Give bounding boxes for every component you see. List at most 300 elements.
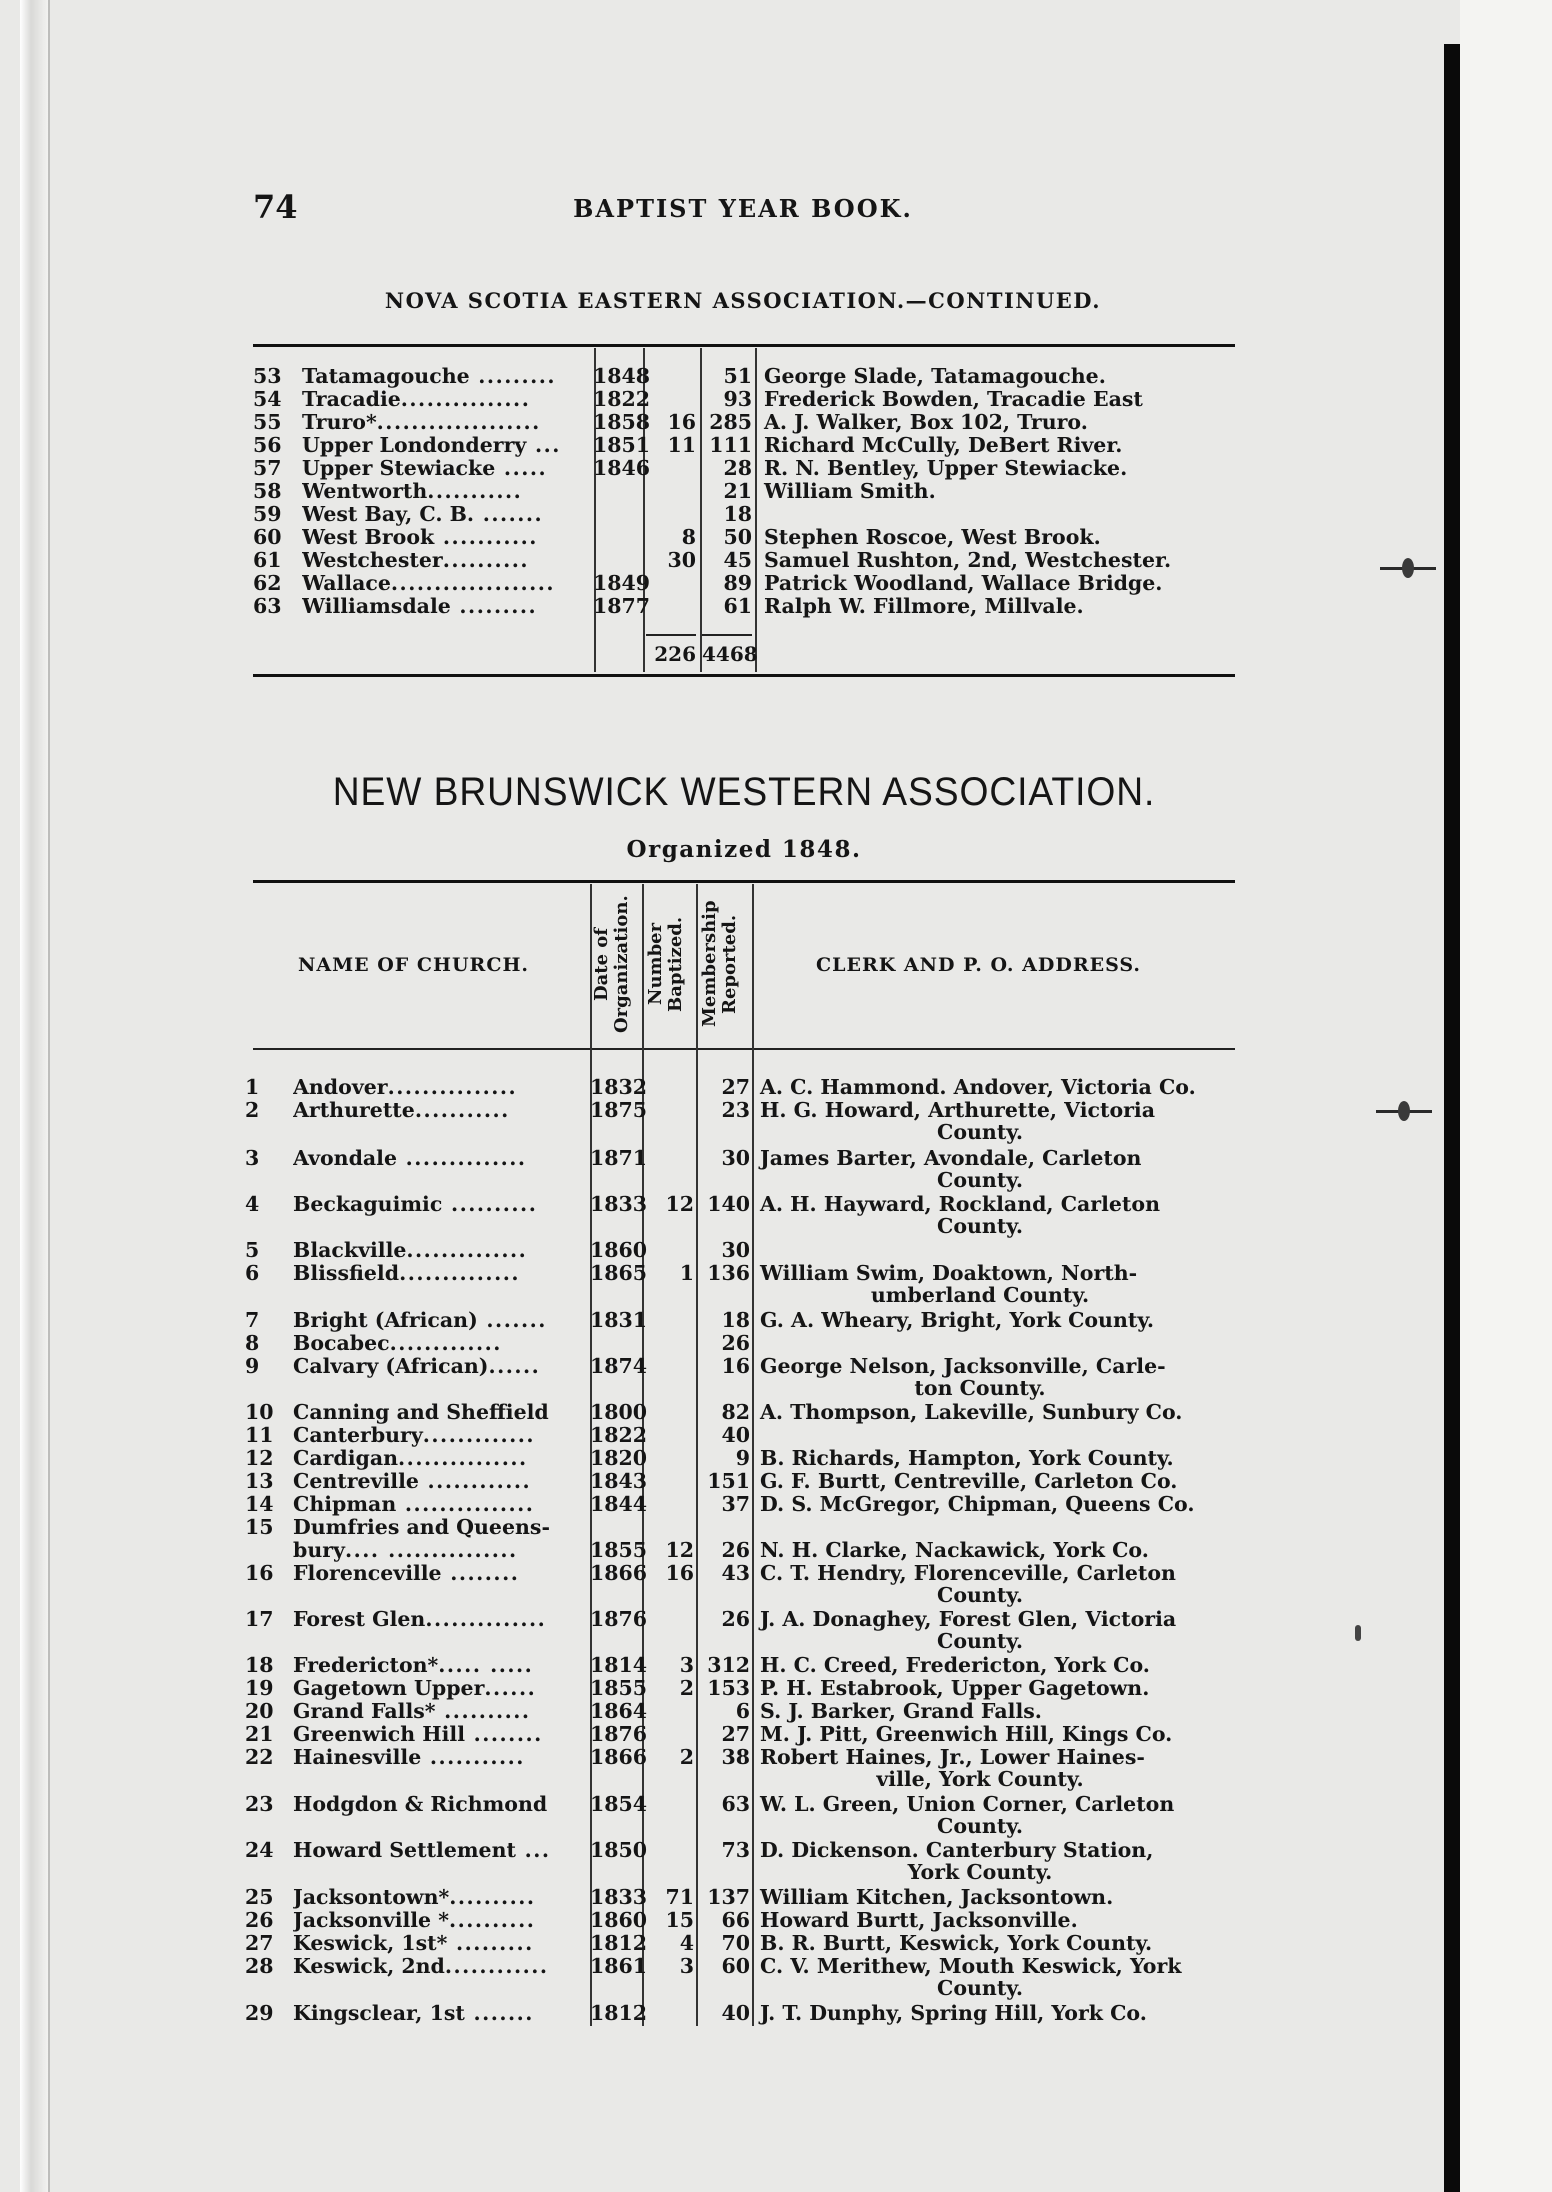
total-rule <box>702 634 752 636</box>
number-baptized: 16 <box>665 1561 694 1585</box>
church-name: Westchester.......... <box>302 548 530 572</box>
clerk-address: N. H. Clarke, Nackawick, York Co. <box>760 1538 1149 1562</box>
row-number: 1 <box>245 1075 260 1099</box>
row-number: 24 <box>245 1838 274 1862</box>
organization-date: 1843 <box>590 1469 648 1493</box>
church-name: Jacksonville *.......... <box>293 1908 536 1932</box>
leader-dots: ........ <box>465 1722 543 1746</box>
leader-dots: .......... <box>442 1192 538 1216</box>
table-row <box>0 1792 1444 1816</box>
clerk-address: Frederick Bowden, Tracadie East <box>764 387 1143 411</box>
church-name: Fredericton*..... ..... <box>293 1653 534 1677</box>
church-name: Keswick, 1st* ......... <box>293 1931 534 1955</box>
table-row-continuation <box>0 1283 1444 1307</box>
leader-dots: ........... <box>434 525 538 549</box>
number-baptized: 11 <box>667 433 696 457</box>
row-number: 21 <box>245 1722 274 1746</box>
organization-date: 1865 <box>590 1261 648 1285</box>
leader-dots: .......... <box>449 1885 536 1909</box>
leader-dots: ... <box>526 433 561 457</box>
church-name: Greenwich Hill ........ <box>293 1722 543 1746</box>
row-number: 16 <box>245 1561 274 1585</box>
number-baptized: 2 <box>679 1676 694 1700</box>
clerk-address: George Slade, Tatamagouche. <box>764 364 1106 388</box>
membership-reported: 18 <box>721 1308 750 1332</box>
clerk-address: W. L. Green, Union Corner, Carleton <box>760 1792 1175 1816</box>
table-row <box>0 364 1444 388</box>
church-name: Andover............... <box>293 1075 518 1099</box>
church-name: Wentworth........... <box>302 479 523 503</box>
church-name: Canning and Sheffield <box>293 1400 549 1424</box>
clerk-address-continued: ville, York County. <box>876 1767 1084 1791</box>
clerk-address: Patrick Woodland, Wallace Bridge. <box>764 571 1163 595</box>
church-name: Howard Settlement ... <box>293 1838 551 1862</box>
membership-reported: 26 <box>721 1538 750 1562</box>
leader-dots: ..... ..... <box>438 1653 534 1677</box>
leader-dots: ............ <box>418 1469 532 1493</box>
clerk-address-continued: County. <box>937 1168 1023 1192</box>
leader-dots: ............. <box>389 1331 502 1355</box>
clerk-address: S. J. Barker, Grand Falls. <box>760 1699 1042 1723</box>
membership-reported: 40 <box>721 1423 750 1447</box>
leader-dots: .......... <box>448 1908 536 1932</box>
number-baptized: 16 <box>667 410 696 434</box>
leader-dots: ............... <box>398 1446 528 1470</box>
membership-reported: 151 <box>707 1469 750 1493</box>
organization-date: 1871 <box>590 1146 648 1170</box>
organization-date: 1877 <box>593 594 651 618</box>
church-name: Bocabec............. <box>293 1331 502 1355</box>
table-row <box>0 1561 1444 1585</box>
leader-dots: ........ <box>441 1561 520 1585</box>
membership-reported: 153 <box>707 1676 750 1700</box>
clerk-address-continued: County. <box>937 1120 1023 1144</box>
leader-dots: ........... <box>427 479 523 503</box>
running-head <box>253 188 1233 228</box>
table-row-continuation <box>0 1376 1444 1400</box>
church-name: Forest Glen.............. <box>293 1607 547 1631</box>
table-row <box>0 548 1444 572</box>
church-name: Beckaguimic .......... <box>293 1192 538 1216</box>
row-number: 56 <box>253 433 282 457</box>
church-name: West Bay, C. B. ....... <box>302 502 544 526</box>
leader-dots: ................... <box>376 410 541 434</box>
church-name: Avondale .............. <box>293 1146 527 1170</box>
total-baptized: 226 <box>654 642 696 666</box>
church-name: Canterbury............. <box>293 1423 536 1447</box>
total-membership: 4468 <box>702 642 758 666</box>
table-row <box>0 1908 1444 1932</box>
number-baptized: 4 <box>679 1931 694 1955</box>
membership-reported: 40 <box>721 2001 750 2025</box>
clerk-address: B. Richards, Hampton, York County. <box>760 1446 1174 1470</box>
church-name: Williamsdale ......... <box>302 594 538 618</box>
organization-date: 1849 <box>593 571 651 595</box>
clerk-address-continued: ton County. <box>914 1376 1046 1400</box>
number-baptized: 71 <box>665 1885 694 1909</box>
row-number: 62 <box>253 571 282 595</box>
church-name: Chipman ............... <box>293 1492 535 1516</box>
book-spine <box>1444 44 1460 2192</box>
membership-reported: 93 <box>723 387 752 411</box>
organization-date: 1848 <box>593 364 651 388</box>
col-baptized-header: Number Baptized. <box>645 916 686 1012</box>
row-number: 29 <box>245 2001 274 2025</box>
church-name: Blackville.............. <box>293 1238 528 1262</box>
row-number: 9 <box>245 1354 260 1378</box>
table-row <box>0 1075 1444 1099</box>
row-number: 14 <box>245 1492 274 1516</box>
organization-date: 1832 <box>590 1075 648 1099</box>
clerk-address: G. F. Burtt, Centreville, Carleton Co. <box>760 1469 1178 1493</box>
clerk-address: B. R. Burtt, Keswick, York County. <box>760 1931 1153 1955</box>
organization-date: 1831 <box>590 1308 648 1332</box>
row-number: 12 <box>245 1446 274 1470</box>
church-name: West Brook ........... <box>302 525 538 549</box>
clerk-address: R. N. Bentley, Upper Stewiacke. <box>764 456 1128 480</box>
organization-date: 1855 <box>590 1538 648 1562</box>
number-baptized: 30 <box>667 548 696 572</box>
church-name: Tatamagouche ......... <box>302 364 557 388</box>
leader-dots: ......... <box>447 1931 534 1955</box>
organization-date: 1850 <box>590 1838 648 1862</box>
table-row <box>0 571 1444 595</box>
row-number: 63 <box>253 594 282 618</box>
church-name: Grand Falls* .......... <box>293 1699 531 1723</box>
clerk-address: A. J. Walker, Box 102, Truro. <box>764 410 1088 434</box>
table-row-continuation <box>0 1120 1444 1144</box>
table-row <box>0 1699 1444 1723</box>
table-row <box>0 1538 1444 1562</box>
organization-date: 1851 <box>593 433 651 457</box>
membership-reported: 23 <box>721 1098 750 1122</box>
membership-reported: 45 <box>723 548 752 572</box>
leader-dots: .............. <box>399 1261 520 1285</box>
clerk-address: G. A. Wheary, Bright, York County. <box>760 1308 1155 1332</box>
clerk-address-continued: County. <box>937 1214 1023 1238</box>
leader-dots: ....... <box>474 502 544 526</box>
number-baptized: 8 <box>681 525 696 549</box>
clerk-address-continued: York County. <box>907 1860 1053 1884</box>
table-row <box>0 433 1444 457</box>
church-name: Dumfries and Queens- <box>293 1515 550 1539</box>
row-number: 2 <box>245 1098 260 1122</box>
table-row <box>0 1238 1444 1262</box>
right-margin <box>1460 0 1552 2192</box>
organization-date: 1866 <box>590 1745 648 1769</box>
section-heading: NOVA SCOTIA EASTERN ASSOCIATION.—CONTINUED. <box>384 288 1102 313</box>
organization-date: 1876 <box>590 1607 648 1631</box>
membership-reported: 137 <box>707 1885 750 1909</box>
membership-reported: 6 <box>735 1699 750 1723</box>
church-name: Blissfield.............. <box>293 1261 520 1285</box>
membership-reported: 61 <box>723 594 752 618</box>
church-name: Hainesville ........... <box>293 1745 525 1769</box>
row-number: 23 <box>245 1792 274 1816</box>
church-name: Tracadie............... <box>302 387 531 411</box>
clerk-address: D. S. McGregor, Chipman, Queens Co. <box>760 1492 1195 1516</box>
organization-date: 1854 <box>590 1792 648 1816</box>
table-row-continuation <box>0 1767 1444 1791</box>
leader-dots: .............. <box>425 1607 547 1631</box>
row-number: 54 <box>253 387 282 411</box>
row-number: 27 <box>245 1931 274 1955</box>
table-row <box>0 1838 1444 1862</box>
clerk-address: Richard McCully, DeBert River. <box>764 433 1123 457</box>
clerk-address: James Barter, Avondale, Carleton <box>760 1146 1142 1170</box>
membership-reported: 21 <box>723 479 752 503</box>
clerk-address: George Nelson, Jacksonville, Carle- <box>760 1354 1166 1378</box>
membership-reported: 27 <box>721 1075 750 1099</box>
total-rule <box>646 634 696 636</box>
membership-reported: 26 <box>721 1331 750 1355</box>
row-number: 4 <box>245 1192 260 1216</box>
row-number: 18 <box>245 1653 274 1677</box>
clerk-address-continued: County. <box>937 1583 1023 1607</box>
organization-date: 1833 <box>590 1885 648 1909</box>
organization-date: 1866 <box>590 1561 648 1585</box>
col-membership-header: Membership Reported. <box>699 900 740 1028</box>
leader-dots: ....... <box>477 1308 547 1332</box>
number-baptized: 1 <box>679 1261 694 1285</box>
header-top-rule <box>253 880 1235 883</box>
table-row <box>0 1492 1444 1516</box>
membership-reported: 82 <box>721 1400 750 1424</box>
row-number: 28 <box>245 1954 274 1978</box>
clerk-address: Ralph W. Fillmore, Millvale. <box>764 594 1084 618</box>
organization-date: 1822 <box>593 387 651 411</box>
association-title: NEW BRUNSWICK WESTERN ASSOCIATION. <box>332 770 1156 814</box>
membership-reported: 312 <box>707 1653 750 1677</box>
membership-reported: 26 <box>721 1607 750 1631</box>
clerk-address: M. J. Pitt, Greenwich Hill, Kings Co. <box>760 1722 1173 1746</box>
table-row <box>0 1885 1444 1909</box>
church-name: Centreville ............ <box>293 1469 532 1493</box>
table-row-continuation <box>0 1583 1444 1607</box>
table-row <box>0 1515 1444 1539</box>
table-row <box>0 1745 1444 1769</box>
table-row-continuation <box>0 1976 1444 2000</box>
membership-reported: 70 <box>721 1931 750 1955</box>
clerk-address: P. H. Estabrook, Upper Gagetown. <box>760 1676 1150 1700</box>
col-name-header: NAME OF CHURCH. <box>298 954 530 976</box>
membership-reported: 136 <box>707 1261 750 1285</box>
book-title: BAPTIST YEAR BOOK. <box>573 194 913 223</box>
table-row <box>0 1954 1444 1978</box>
membership-reported: 30 <box>721 1238 750 1262</box>
membership-reported: 50 <box>723 525 752 549</box>
table-row <box>0 1192 1444 1216</box>
row-number: 13 <box>245 1469 274 1493</box>
row-number: 58 <box>253 479 282 503</box>
organization-date: 1876 <box>590 1722 648 1746</box>
membership-reported: 285 <box>709 410 752 434</box>
leader-dots: .............. <box>397 1146 527 1170</box>
organization-date: 1846 <box>593 456 651 480</box>
church-name: Gagetown Upper...... <box>293 1676 537 1700</box>
table-row <box>0 1400 1444 1424</box>
membership-reported: 73 <box>721 1838 750 1862</box>
organization-date: 1844 <box>590 1492 648 1516</box>
clerk-address: A. Thompson, Lakeville, Sunbury Co. <box>760 1400 1183 1424</box>
table-row-continuation <box>0 1860 1444 1884</box>
clerk-address-continued: County. <box>937 1629 1023 1653</box>
table-row <box>0 1931 1444 1955</box>
organization-date: 1855 <box>590 1676 648 1700</box>
table-row <box>0 1308 1444 1332</box>
clerk-address: H. G. Howard, Arthurette, Victoria <box>760 1098 1155 1122</box>
table-row <box>0 1446 1444 1470</box>
clerk-address: A. C. Hammond. Andover, Victoria Co. <box>760 1075 1196 1099</box>
clerk-address: D. Dickenson. Canterbury Station, <box>760 1838 1154 1862</box>
leader-dots: ............ <box>444 1954 549 1978</box>
clerk-address: J. T. Dunphy, Spring Hill, York Co. <box>760 2001 1147 2025</box>
membership-reported: 37 <box>721 1492 750 1516</box>
organization-date: 1812 <box>590 2001 648 2025</box>
organization-date: 1860 <box>590 1238 648 1262</box>
leader-dots: ......... <box>469 364 557 388</box>
number-baptized: 2 <box>679 1745 694 1769</box>
leader-dots: ................... <box>390 571 556 595</box>
table-row <box>0 502 1444 526</box>
organization-date: 1874 <box>590 1354 648 1378</box>
table-row <box>0 525 1444 549</box>
table-row <box>0 594 1444 618</box>
table-row <box>0 1722 1444 1746</box>
leader-dots: ... <box>515 1838 551 1862</box>
row-number: 8 <box>245 1331 260 1355</box>
leader-dots: ........... <box>421 1745 525 1769</box>
leader-dots: ..... <box>495 456 548 480</box>
organization-date: 1861 <box>590 1954 648 1978</box>
clerk-address-continued: umberland County. <box>870 1283 1090 1307</box>
clerk-address: William Smith. <box>764 479 936 503</box>
table-row-continuation <box>0 1814 1444 1838</box>
table-row <box>0 479 1444 503</box>
leader-dots: ............... <box>396 1492 535 1516</box>
membership-reported: 63 <box>721 1792 750 1816</box>
page-number: 74 <box>253 188 298 226</box>
membership-reported: 66 <box>721 1908 750 1932</box>
membership-reported: 18 <box>723 502 752 526</box>
row-number: 22 <box>245 1745 274 1769</box>
church-name: bury.... ............... <box>293 1538 518 1562</box>
row-number: 11 <box>245 1423 274 1447</box>
table-row-continuation <box>0 1168 1444 1192</box>
church-name: Hodgdon & Richmond <box>293 1792 548 1816</box>
organization-date: 1814 <box>590 1653 648 1677</box>
church-name: Florenceville ........ <box>293 1561 520 1585</box>
row-number: 60 <box>253 525 282 549</box>
clerk-address: H. C. Creed, Fredericton, York Co. <box>760 1653 1150 1677</box>
organization-date: 1864 <box>590 1699 648 1723</box>
row-number: 61 <box>253 548 282 572</box>
organization-date: 1800 <box>590 1400 648 1424</box>
number-baptized: 3 <box>679 1653 694 1677</box>
church-name: Upper Londonderry ... <box>302 433 561 457</box>
col-clerk-header: CLERK AND P. O. ADDRESS. <box>816 954 1142 976</box>
row-number: 3 <box>245 1146 260 1170</box>
row-number: 19 <box>245 1676 274 1700</box>
organized-year: Organized 1848. <box>626 836 862 863</box>
leader-dots: ...... <box>488 1354 541 1378</box>
leader-dots: ....... <box>464 2001 534 2025</box>
clerk-address: William Kitchen, Jacksontown. <box>760 1885 1114 1909</box>
membership-reported: 111 <box>709 433 752 457</box>
table-row <box>0 456 1444 480</box>
membership-reported: 89 <box>723 571 752 595</box>
clerk-address: Howard Burtt, Jacksonville. <box>760 1908 1078 1932</box>
row-number: 59 <box>253 502 282 526</box>
membership-reported: 140 <box>707 1192 750 1216</box>
row-number: 57 <box>253 456 282 480</box>
organization-date: 1858 <box>593 410 651 434</box>
leader-dots: ............... <box>400 387 531 411</box>
church-name: Keswick, 2nd............ <box>293 1954 549 1978</box>
church-name: Wallace................... <box>302 571 556 595</box>
row-number: 5 <box>245 1238 260 1262</box>
church-name: Cardigan............... <box>293 1446 528 1470</box>
membership-reported: 60 <box>721 1954 750 1978</box>
number-baptized: 3 <box>679 1954 694 1978</box>
church-name: Calvary (African)...... <box>293 1354 541 1378</box>
table-row <box>0 1607 1444 1631</box>
leader-dots: ......... <box>450 594 538 618</box>
membership-reported: 51 <box>723 364 752 388</box>
clerk-address: William Swim, Doaktown, North- <box>760 1261 1138 1285</box>
organization-date: 1820 <box>590 1446 648 1470</box>
leader-dots: ............. <box>422 1423 536 1447</box>
clerk-address: Samuel Rushton, 2nd, Westchester. <box>764 548 1172 572</box>
church-name: Kingsclear, 1st ....... <box>293 2001 534 2025</box>
number-baptized: 15 <box>665 1908 694 1932</box>
membership-reported: 38 <box>721 1745 750 1769</box>
table-row <box>0 1261 1444 1285</box>
membership-reported: 27 <box>721 1722 750 1746</box>
table-bottom-rule <box>253 674 1235 677</box>
row-number: 10 <box>245 1400 274 1424</box>
organization-date: 1860 <box>590 1908 648 1932</box>
table-row <box>0 1469 1444 1493</box>
table-row <box>0 1676 1444 1700</box>
table-row <box>0 1098 1444 1122</box>
clerk-address: C. T. Hendry, Florenceville, Carleton <box>760 1561 1176 1585</box>
number-baptized: 12 <box>665 1192 694 1216</box>
table-row <box>0 1653 1444 1677</box>
membership-reported: 9 <box>735 1446 750 1470</box>
leader-dots: .......... <box>442 548 530 572</box>
clerk-address: J. A. Donaghey, Forest Glen, Victoria <box>760 1607 1177 1631</box>
row-number: 25 <box>245 1885 274 1909</box>
church-name: Truro*................... <box>302 410 541 434</box>
number-baptized: 12 <box>665 1538 694 1562</box>
leader-dots: ............... <box>387 1075 518 1099</box>
church-name: Arthurette........... <box>293 1098 510 1122</box>
table-row <box>0 1354 1444 1378</box>
membership-reported: 16 <box>721 1354 750 1378</box>
table-row <box>0 1423 1444 1447</box>
leader-dots: ........... <box>414 1098 510 1122</box>
church-name: Bright (African) ....... <box>293 1308 547 1332</box>
table-row <box>0 410 1444 434</box>
row-number: 15 <box>245 1515 274 1539</box>
church-name: Upper Stewiacke ..... <box>302 456 548 480</box>
clerk-address-continued: County. <box>937 1814 1023 1838</box>
col-date-header: Date of Organization. <box>591 895 632 1033</box>
leader-dots: .............. <box>406 1238 528 1262</box>
clerk-address: C. V. Merithew, Mouth Keswick, York <box>760 1954 1182 1978</box>
table-row <box>0 1331 1444 1355</box>
